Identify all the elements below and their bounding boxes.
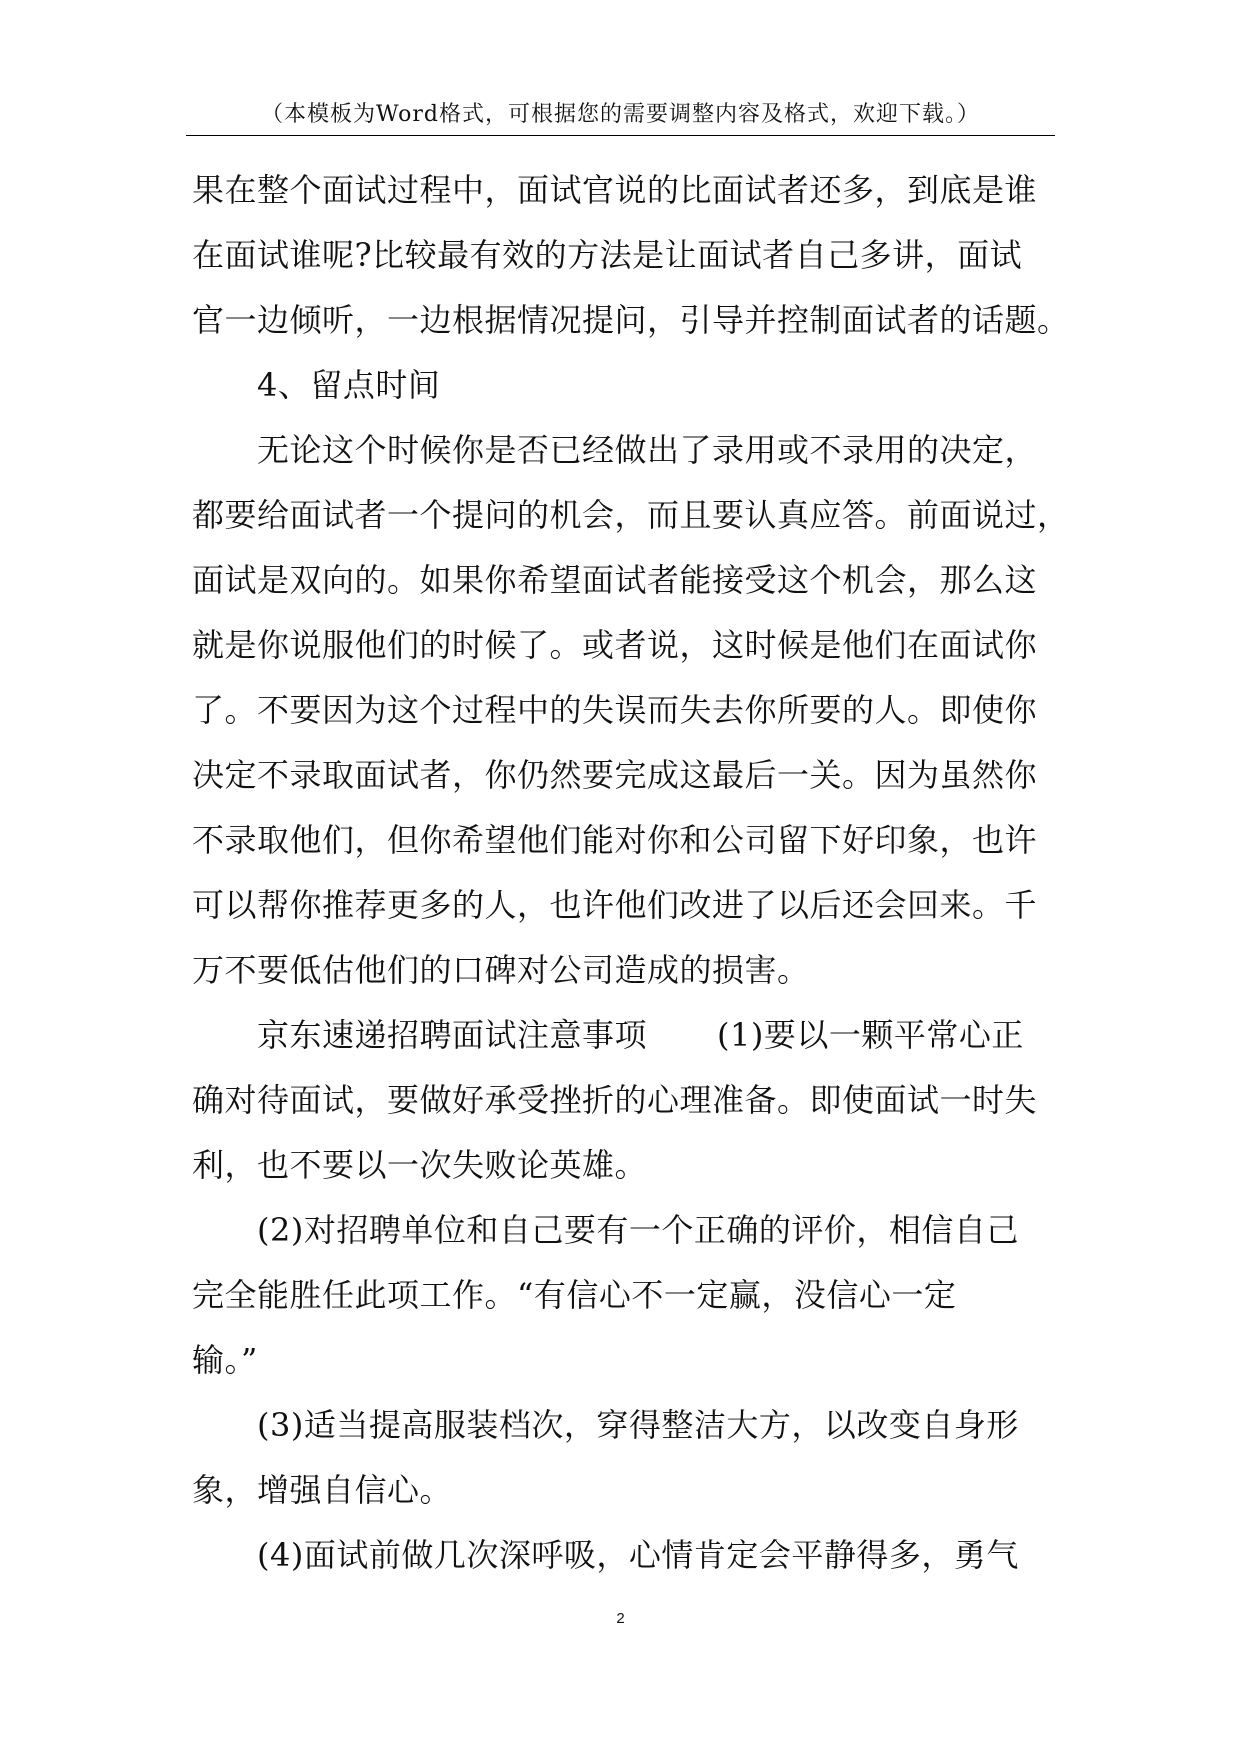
text-line: 不录取他们，但你希望他们能对你和公司留下好印象，也许 [192, 821, 1038, 859]
document-body [192, 158, 1070, 1588]
section-heading-stay-time: 4、留点时间 [257, 366, 441, 404]
text-line: 官一边倾听，一边根据情况提问，引导并控制面试者的话题。 [192, 301, 1070, 339]
header-divider [186, 135, 1055, 136]
text-line: 果在整个面试过程中，面试官说的比面试者还多，到底是谁 [192, 171, 1038, 209]
text-line: 完全能胜任此项工作。“有信心不一定赢，没信心一定 [192, 1276, 957, 1314]
text-line: 可以帮你推荐更多的人，也许他们改进了以后还会回来。千 [192, 886, 1038, 924]
text-line: 决定不录取面试者，你仍然要完成这最后一关。因为虽然你 [192, 756, 1038, 794]
section-heading-interview-tips: 京东速递招聘面试注意事项 [257, 1016, 648, 1054]
list-item-4: (4)面试前做几次深呼吸，心情肯定会平静得多，勇气 [257, 1536, 1019, 1574]
text-line: 就是你说服他们的时候了。或者说，这时候是他们在面试你 [192, 626, 1038, 664]
text-line: 了。不要因为这个过程中的失误而失去你所要的人。即使你 [192, 691, 1038, 729]
text-line: 在面试谁呢?比较最有效的方法是让面试者自己多讲，面试 [192, 236, 1023, 274]
list-item-2: (2)对招聘单位和自己要有一个正确的评价，相信自己 [257, 1211, 1019, 1249]
page-number: 2 [616, 1610, 625, 1627]
list-item-3: (3)适当提高服装档次，穿得整洁大方，以改变自身形 [257, 1406, 1019, 1444]
text-line: 利，也不要以一次失败论英雄。 [192, 1146, 648, 1184]
list-item-1-start: (1)要以一颗平常心正 [717, 1016, 1024, 1054]
text-line-with-heading [192, 1003, 1062, 1068]
text-line: 都要给面试者一个提问的机会，而且要认真应答。前面说过， [192, 496, 1070, 534]
text-line: 象，增强自信心。 [192, 1471, 453, 1509]
text-line: 输。” [192, 1341, 258, 1379]
text-line: 面试是双向的。如果你希望面试者能接受这个机会，那么这 [192, 561, 1038, 599]
template-note-header: （本模板为Word格式，可根据您的需要调整内容及格式，欢迎下载。） [261, 102, 980, 127]
text-line: 万不要低估他们的口碑对公司造成的损害。 [192, 951, 810, 989]
text-line: 无论这个时候你是否已经做出了录用或不录用的决定， [257, 431, 1038, 469]
text-line: 确对待面试，要做好承受挫折的心理准备。即使面试一时失 [192, 1081, 1038, 1119]
